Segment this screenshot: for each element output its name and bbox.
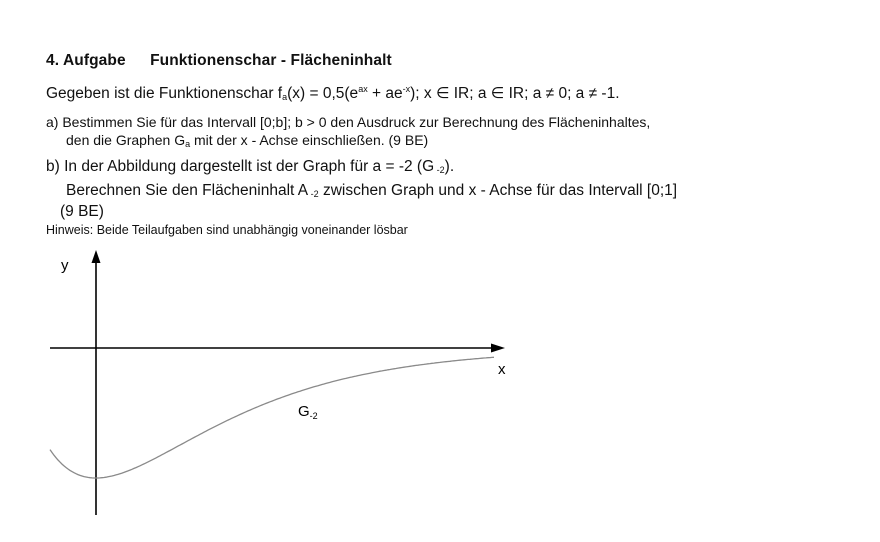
y-axis-arrow [92,250,101,263]
part-b-line-2-prefix: Berechnen Sie den Flächeninhalt A [66,182,309,199]
intro-subscript: a [282,92,288,102]
task-heading: Funktionenschar - Flächeninhalt [150,52,392,69]
x-axis-arrow [491,344,505,353]
curve-g-minus-2 [50,357,494,478]
part-b-line-3: (9 BE) [60,203,104,220]
curve-label [298,403,318,421]
part-b-line-1-subscript: -2 [434,165,445,175]
curve-label-main: G [298,403,310,420]
intro-suffix: ); x ∈ IR; a ∈ IR; a ≠ 0; a ≠ -1. [410,85,620,102]
part-a-line-2-prefix: den die Graphen G [66,132,186,148]
task-number: 4. Aufgabe [46,52,126,69]
part-b-line-1-suffix: ). [444,158,455,175]
intro-mid1: (x) = 0,5(e [287,85,359,102]
intro-mid2: + ae [367,85,403,102]
part-b-line-1-prefix: b) In der Abbildung dargestellt ist der Graph für a = -2 (G [46,158,435,175]
intro-exponent-2: -x [402,84,411,94]
part-a-subscript: a [185,139,191,149]
task-title [46,52,392,70]
function-graph [0,240,880,540]
part-a-line-2 [66,132,428,149]
x-axis-label: x [498,361,506,378]
part-b-line-2-subscript: -2 [308,189,319,199]
intro-prefix: Gegeben ist die Funktionenschar f [46,85,283,102]
intro-text [46,84,620,103]
part-b-line-2-suffix: zwischen Graph und x - Achse für das Intervall [0;1] [318,182,678,199]
part-b-line-1 [46,158,454,176]
intro-exponent-1: ax [358,84,368,94]
part-b-line-2 [66,182,677,200]
curve-label-subscript: -2 [309,411,318,421]
part-a-line-1: a) Bestimmen Sie für das Intervall [0;b]; b > 0 den Ausdruck zur Berechnung des Flächeninhaltes, [46,114,651,130]
part-a-line-2-suffix: mit der x - Achse einschließen. (9 BE) [190,132,429,148]
hint-text: Hinweis: Beide Teilaufgaben sind unabhängig voneinander lösbar [46,223,408,237]
y-axis-label: y [61,257,69,274]
